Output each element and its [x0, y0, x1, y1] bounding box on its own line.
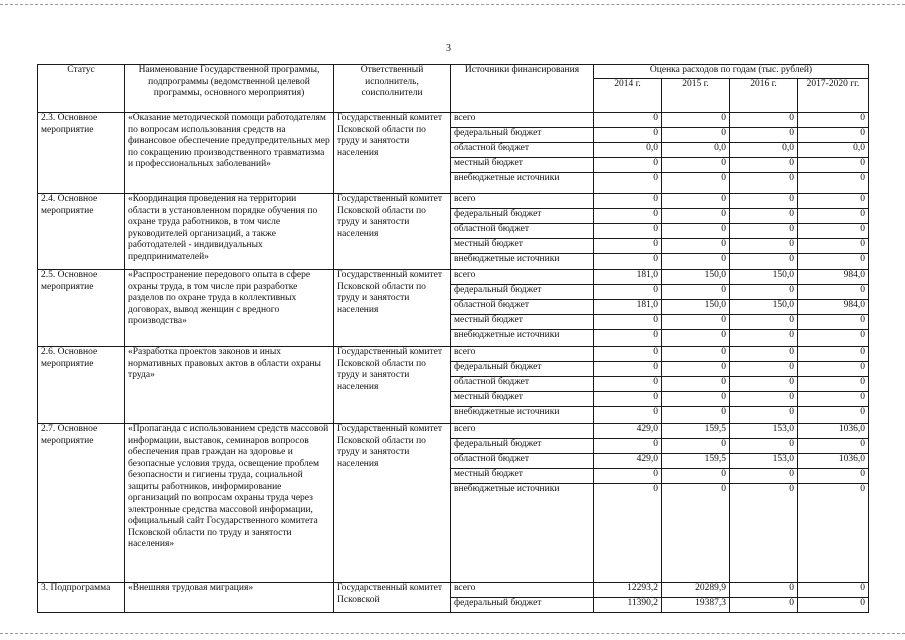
amount-cell: 0 — [798, 347, 869, 362]
header-year: 2016 г. — [730, 79, 798, 113]
amount-cell: 0 — [798, 113, 869, 128]
program-name-cell: «Оказание методической помощи работодателям по вопросам использования средств на финансовое обеспечение предупредительных мер по сокращению производственного травматизма и профессиональных заболеваний» — [125, 113, 334, 194]
funding-source-cell: федеральный бюджет — [451, 128, 594, 143]
program-name-cell: «Разработка проектов законов и иных нормативных правовых актов в области охраны труда» — [125, 347, 334, 424]
amount-cell: 0 — [662, 113, 730, 128]
table-row — [38, 347, 869, 362]
amount-cell: 0 — [662, 158, 730, 173]
amount-cell: 0 — [798, 239, 869, 254]
amount-cell: 0 — [730, 239, 798, 254]
amount-cell: 0 — [594, 209, 662, 224]
table-row — [38, 270, 869, 285]
amount-cell: 0 — [662, 173, 730, 194]
executor-cell: Государственный комитет Псковской области по труду и занятости населения — [334, 424, 451, 583]
amount-cell: 0,0 — [662, 143, 730, 158]
program-name-cell: «Пропаганда с использованием средств массовой информации, выставок, семинаров вопросов обеспечения прав граждан на здоровье и безопасные условия труда, освещение проблем безопасности и гигиены труда, социальной защиты работников, информирование организаций по вопросам охраны труда через электронные средства массовой информации, официальный сайт Государственного комитета Псковской области по труду и занятости населения» — [125, 424, 334, 583]
amount-cell: 0 — [594, 484, 662, 583]
funding-source-cell: всего — [451, 194, 594, 209]
amount-cell: 0 — [730, 439, 798, 454]
amount-cell: 0 — [662, 224, 730, 239]
amount-cell: 0 — [662, 209, 730, 224]
executor-cell: Государственный комитет Псковской области по труду и занятости населения — [334, 113, 451, 194]
page-number: 3 — [446, 43, 451, 54]
amount-cell: 0 — [730, 392, 798, 407]
amount-cell: 0 — [594, 469, 662, 484]
header-year: 2015 г. — [662, 79, 730, 113]
funding-source-cell: федеральный бюджет — [451, 285, 594, 300]
amount-cell: 0 — [730, 285, 798, 300]
amount-cell: 0 — [594, 254, 662, 270]
amount-cell: 0 — [798, 209, 869, 224]
executor-cell: Государственный комитет Псковской области по труду и занятости населения — [334, 347, 451, 424]
funding-source-cell: внебюджетные источники — [451, 484, 594, 583]
amount-cell: 0 — [798, 362, 869, 377]
amount-cell: 0 — [730, 315, 798, 330]
amount-cell: 0,0 — [798, 143, 869, 158]
amount-cell: 159,5 — [662, 454, 730, 469]
amount-cell: 984,0 — [798, 270, 869, 285]
funding-source-cell: областной бюджет — [451, 454, 594, 469]
amount-cell: 0 — [798, 583, 869, 598]
table-row — [38, 424, 869, 439]
executor-cell: Государственный комитет Псковской — [334, 583, 451, 613]
header-program-name: Наименование Государственной программы, подпрограммы (ведомственной целевой программы, основного мероприятия) — [125, 65, 334, 113]
amount-cell: 0 — [798, 158, 869, 173]
funding-source-cell: всего — [451, 424, 594, 439]
bottom-scan-edge — [0, 633, 905, 634]
program-name-cell: «Распространение передового опыта в сфере охраны труда, в том числе при разработке разделов по охране труда в коллективных договорах, вывод женщин с вредного производства» — [125, 270, 334, 347]
amount-cell: 0 — [798, 315, 869, 330]
amount-cell: 153,0 — [730, 424, 798, 439]
funding-source-cell: внебюджетные источники — [451, 254, 594, 270]
amount-cell: 19387,3 — [662, 598, 730, 613]
amount-cell: 0 — [594, 407, 662, 424]
header-expense-estimate: Оценка расходов по годам (тыс. рублей) — [594, 65, 869, 79]
amount-cell: 0 — [730, 194, 798, 209]
amount-cell: 0 — [730, 583, 798, 598]
table-row — [38, 194, 869, 209]
amount-cell: 0 — [594, 224, 662, 239]
program-name-cell: «Внешняя трудовая миграция» — [125, 583, 334, 613]
amount-cell: 0 — [730, 209, 798, 224]
funding-source-cell: областной бюджет — [451, 224, 594, 239]
header-status: Статус — [38, 65, 125, 113]
amount-cell: 181,0 — [594, 270, 662, 285]
amount-cell: 20289,9 — [662, 583, 730, 598]
amount-cell: 0 — [594, 392, 662, 407]
amount-cell: 0 — [662, 439, 730, 454]
funding-source-cell: всего — [451, 347, 594, 362]
amount-cell: 11390,2 — [594, 598, 662, 613]
amount-cell: 0 — [662, 377, 730, 392]
amount-cell: 0 — [594, 173, 662, 194]
amount-cell: 0 — [662, 347, 730, 362]
program-name-cell: «Координация проведения на территории области в установленном порядке обучения по охране труда работников, в том числе руководителей организаций, а также работодателей - индивидуальных предпринимателей» — [125, 194, 334, 270]
funding-source-cell: федеральный бюджет — [451, 598, 594, 613]
amount-cell: 0,0 — [730, 143, 798, 158]
amount-cell: 1036,0 — [798, 454, 869, 469]
financing-table — [37, 64, 869, 613]
amount-cell: 0 — [662, 330, 730, 347]
amount-cell: 0 — [798, 330, 869, 347]
status-cell: 3. Подпрограмма — [38, 583, 125, 613]
amount-cell: 0 — [730, 484, 798, 583]
funding-source-cell: местный бюджет — [451, 469, 594, 484]
amount-cell: 0 — [594, 362, 662, 377]
status-cell: 2.5. Основное мероприятие — [38, 270, 125, 347]
amount-cell: 0 — [594, 113, 662, 128]
amount-cell: 0 — [798, 407, 869, 424]
executor-cell: Государственный комитет Псковской области по труду и занятости населения — [334, 194, 451, 270]
amount-cell: 429,0 — [594, 424, 662, 439]
amount-cell: 0 — [594, 194, 662, 209]
status-cell: 2.7. Основное мероприятие — [38, 424, 125, 583]
amount-cell: 0 — [798, 194, 869, 209]
funding-source-cell: всего — [451, 270, 594, 285]
status-cell: 2.3. Основное мероприятие — [38, 113, 125, 194]
funding-source-cell: внебюджетные источники — [451, 330, 594, 347]
amount-cell: 0 — [594, 158, 662, 173]
header-year: 2014 г. — [594, 79, 662, 113]
funding-source-cell: местный бюджет — [451, 392, 594, 407]
funding-source-cell: местный бюджет — [451, 239, 594, 254]
amount-cell: 0 — [662, 254, 730, 270]
amount-cell: 0 — [594, 239, 662, 254]
amount-cell: 150,0 — [662, 270, 730, 285]
amount-cell: 0 — [662, 362, 730, 377]
amount-cell: 0 — [662, 285, 730, 300]
amount-cell: 0 — [730, 254, 798, 270]
amount-cell: 0 — [594, 439, 662, 454]
header-funding-sources: Источники финансирования — [451, 65, 594, 113]
funding-source-cell: федеральный бюджет — [451, 209, 594, 224]
amount-cell: 0 — [662, 239, 730, 254]
executor-cell: Государственный комитет Псковской области по труду и занятости населения — [334, 270, 451, 347]
amount-cell: 0 — [662, 128, 730, 143]
amount-cell: 0 — [730, 224, 798, 239]
funding-source-cell: областной бюджет — [451, 300, 594, 315]
amount-cell: 150,0 — [662, 300, 730, 315]
amount-cell: 0,0 — [594, 143, 662, 158]
amount-cell: 0 — [662, 392, 730, 407]
funding-source-cell: областной бюджет — [451, 377, 594, 392]
amount-cell: 0 — [798, 439, 869, 454]
funding-source-cell: внебюджетные источники — [451, 407, 594, 424]
top-scan-edge — [0, 4, 905, 5]
amount-cell: 0 — [730, 377, 798, 392]
funding-source-cell: внебюджетные источники — [451, 173, 594, 194]
amount-cell: 0 — [594, 377, 662, 392]
funding-source-cell: всего — [451, 113, 594, 128]
header-executor: Ответственный исполнитель, соисполнители — [334, 65, 451, 113]
status-cell: 2.4. Основное мероприятие — [38, 194, 125, 270]
amount-cell: 0 — [798, 469, 869, 484]
amount-cell: 0 — [798, 484, 869, 583]
amount-cell: 0 — [730, 407, 798, 424]
amount-cell: 159,5 — [662, 424, 730, 439]
amount-cell: 0 — [662, 194, 730, 209]
funding-source-cell: местный бюджет — [451, 158, 594, 173]
amount-cell: 429,0 — [594, 454, 662, 469]
funding-source-cell: федеральный бюджет — [451, 362, 594, 377]
funding-source-cell: областной бюджет — [451, 143, 594, 158]
funding-source-cell: всего — [451, 583, 594, 598]
table-row — [38, 113, 869, 128]
amount-cell: 0 — [662, 407, 730, 424]
amount-cell: 0 — [730, 362, 798, 377]
amount-cell: 0 — [730, 113, 798, 128]
amount-cell: 0 — [798, 392, 869, 407]
amount-cell: 0 — [798, 254, 869, 270]
amount-cell: 984,0 — [798, 300, 869, 315]
status-cell: 2.6. Основное мероприятие — [38, 347, 125, 424]
amount-cell: 0 — [594, 347, 662, 362]
amount-cell: 0 — [798, 598, 869, 613]
amount-cell: 181,0 — [594, 300, 662, 315]
amount-cell: 1036,0 — [798, 424, 869, 439]
amount-cell: 0 — [798, 224, 869, 239]
table-row — [38, 583, 869, 598]
table-body — [38, 113, 869, 613]
amount-cell: 0 — [594, 285, 662, 300]
amount-cell: 0 — [730, 469, 798, 484]
amount-cell: 0 — [594, 330, 662, 347]
amount-cell: 0 — [662, 469, 730, 484]
amount-cell: 0 — [662, 315, 730, 330]
amount-cell: 0 — [730, 173, 798, 194]
amount-cell: 0 — [730, 330, 798, 347]
amount-cell: 0 — [798, 128, 869, 143]
amount-cell: 0 — [798, 285, 869, 300]
amount-cell: 153,0 — [730, 454, 798, 469]
amount-cell: 0 — [594, 128, 662, 143]
amount-cell: 0 — [798, 173, 869, 194]
amount-cell: 150,0 — [730, 270, 798, 285]
amount-cell: 150,0 — [730, 300, 798, 315]
amount-cell: 0 — [798, 377, 869, 392]
amount-cell: 0 — [730, 158, 798, 173]
amount-cell: 0 — [730, 347, 798, 362]
header-year: 2017-2020 гг. — [798, 79, 869, 113]
amount-cell: 0 — [662, 484, 730, 583]
funding-source-cell: федеральный бюджет — [451, 439, 594, 454]
amount-cell: 0 — [730, 128, 798, 143]
funding-source-cell: местный бюджет — [451, 315, 594, 330]
amount-cell: 0 — [730, 598, 798, 613]
amount-cell: 12293,2 — [594, 583, 662, 598]
amount-cell: 0 — [594, 315, 662, 330]
